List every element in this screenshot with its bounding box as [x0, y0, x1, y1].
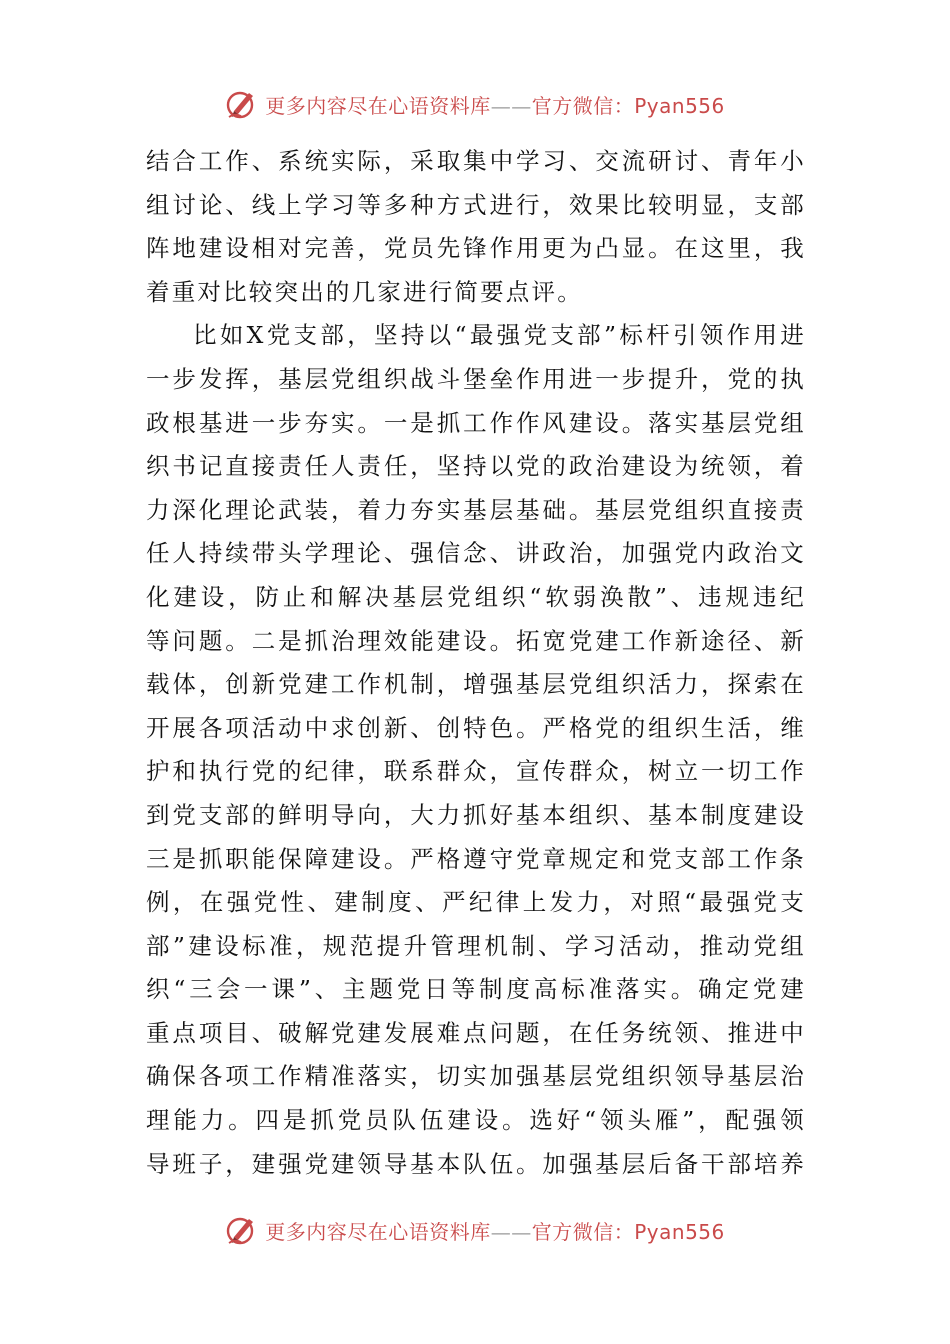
- paragraph-2: [146, 314, 806, 1186]
- pen-logo-icon: [225, 87, 259, 121]
- text-line: 确保各项工作精准落实，切实加强基层党组织领导基层治: [146, 1062, 806, 1091]
- text-line: 护和执行党的纪律，联系群众，宣传群众，树立一切工作: [146, 757, 806, 786]
- pen-logo-icon: [225, 1213, 259, 1247]
- text-line: 例，在强党性、建制度、严纪律上发力，对照“最强党支: [146, 888, 806, 917]
- footer-site-text: 更多内容尽在心语资料库: [265, 1219, 491, 1244]
- header-separator: ——: [490, 93, 532, 118]
- text-line: 织书记直接责任人责任，坚持以党的政治建设为统领，着: [146, 452, 806, 481]
- text-line: 三是抓职能保障建设。严格遵守党章规定和党支部工作条: [146, 844, 806, 873]
- paragraph-1: [146, 140, 806, 314]
- text-line: 重点项目、破解党建发展难点问题，在任务统领、推进中: [146, 1018, 806, 1047]
- footer-banner: [0, 1210, 950, 1250]
- header-wechat-label: 官方微信：: [531, 93, 635, 118]
- text-line: 到党支部的鲜明导向，大力抓好基本组织、基本制度建设: [146, 800, 806, 829]
- text-line: 组讨论、线上学习等多种方式进行，效果比较明显，支部: [146, 190, 806, 219]
- footer-banner-text: [265, 1216, 725, 1245]
- text-line: 等问题。二是抓治理效能建设。拓宽党建工作新途径、新: [146, 626, 806, 655]
- text-line: 化建设，防止和解决基层党组织“软弱涣散”、违规违纪: [146, 582, 806, 611]
- text-line: 任人持续带头学理论、强信念、讲政治，加强党内政治文: [146, 539, 806, 568]
- footer-separator: ——: [490, 1219, 532, 1244]
- text-line: 政根基进一步夯实。一是抓工作作风建设。落实基层党组: [146, 408, 806, 437]
- header-site-text: 更多内容尽在心语资料库: [265, 93, 491, 118]
- text-line: 开展各项活动中求创新、创特色。严格党的组织生活，维: [146, 713, 806, 742]
- text-line: 着重对比较突出的几家进行简要点评。: [146, 277, 583, 306]
- footer-wechat-id: Pyan556: [634, 1219, 725, 1244]
- text-line: 织“三会一课”、主题党日等制度高标准落实。确定党建: [146, 975, 806, 1004]
- document-body: [146, 140, 806, 1186]
- text-line: 导班子，建强党建领导基本队伍。加强基层后备干部培养: [146, 1149, 806, 1178]
- header-banner-text: [265, 90, 725, 119]
- text-line: 载体，创新党建工作机制，增强基层党组织活力，探索在: [146, 670, 806, 699]
- text-line: 结合工作、系统实际，采取集中学习、交流研讨、青年小: [146, 147, 806, 175]
- header-banner: [0, 84, 950, 124]
- text-line: 阵地建设相对完善，党员先锋作用更为凸显。在这里，我: [146, 234, 806, 263]
- footer-wechat-label: 官方微信：: [531, 1219, 635, 1244]
- text-line: 部”建设标准，规范提升管理机制、学习活动，推动党组: [146, 931, 806, 960]
- text-line: 理能力。四是抓党员队伍建设。选好“领头雁”，配强领: [146, 1106, 806, 1135]
- text-line: 一步发挥，基层党组织战斗堡垒作用进一步提升，党的执: [146, 364, 806, 393]
- header-wechat-id: Pyan556: [634, 93, 725, 118]
- text-line: 比如X党支部，坚持以“最强党支部”标杆引领作用进: [193, 321, 806, 350]
- text-line: 力深化理论武装，着力夯实基层基础。基层党组织直接责: [146, 495, 806, 524]
